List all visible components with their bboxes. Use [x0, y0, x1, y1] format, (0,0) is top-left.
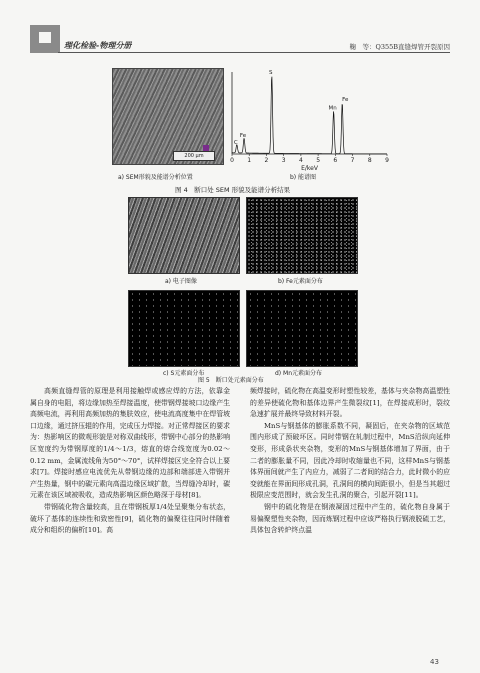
x-tick-label: 7 — [350, 157, 355, 164]
figure4-caption: 图 4 断口处 SEM 形貌及能谱分析结果 — [175, 186, 291, 194]
x-tick-label: 8 — [367, 157, 372, 164]
x-tick-label: 0 — [230, 157, 234, 164]
body-right-column — [250, 386, 450, 537]
body-paragraph: 钢中的硫化物是在钢液凝固过程中产生的，硫化物自身属于易偏聚塑性夹杂物，因而炼钢过程中应该严格执行钢液脱硫工艺，具体包含转炉终点温 — [250, 502, 450, 535]
fe-distribution-map — [246, 197, 358, 274]
header-rule — [58, 52, 450, 53]
peak-label: C — [233, 139, 238, 146]
body-left-column — [30, 386, 230, 537]
s-distribution-map — [128, 290, 240, 367]
scale-bar: 200 μm — [173, 151, 215, 161]
mn-distribution-map — [246, 290, 358, 367]
fig4-sublabel-b: b) 能谱图 — [290, 174, 317, 181]
x-axis-label: E/keV — [301, 165, 318, 171]
body-paragraph: 频焊接时，硫化物在高温变形时塑性较差，基体与夹杂物高温塑性的差异使硫化物和基体边界产生微裂纹[1]，在焊接成形时，裂纹急速扩展并最终导致材料开裂。 — [250, 387, 450, 419]
body-paragraph: 高频直缝焊管的原理是利用接触焊或感应焊的方法，依靠金属自身的电阻，将边缘加热至焊接温度，使带钢焊接坡口边缘产生高频电流，再利用高频加热的集肤效应，使电流高度集中在焊管坡口边缘，通过挤压辊的作用，完成压力焊接。对正常焊接区的要求为：热影响区的微观形貌是对称双曲线形，带钢中心部分的热影响区宽度约为带钢厚度的1/4～1/3，熔直的熔合线宽度为0.02～0.12 mm，金属流线角为50°～70°，试样焊接区完全符合以上要求[7]。焊接时感应电流优先从带钢边缘的边部和端部进入带钢并产生热量，钢中的碳元素向高温边缘区域扩散，当焊缝冷却时，碳元素在该区域被吸收，造成热影响区颜色略深于母材[8]。 — [30, 387, 230, 500]
spectrum-line — [232, 77, 387, 154]
body-paragraph: MnS与钢基体的膨胀系数不同，凝固后，在夹杂物的区域范围内形成了预破坏区。同时带钢在轧制过程中，MnS沿纵向延伸变形，形成条状夹杂物，变形的MnS与钢基体增加了界面，由于二者的膨胀量不同，因此冷却时收缩量也不同，这样MnS与钢基体界面间就产生了内应力，减弱了二者间的结合力，此时微小的应变就能在界面间形成孔洞，孔洞间的横向间距很小，但是当其超过极限应变范围时，就会发生孔洞的聚合，引起开裂[11]。 — [250, 421, 450, 500]
journal-name: 理化检验-物理分册 — [64, 41, 132, 50]
x-tick-label: 2 — [264, 157, 269, 164]
fig5-sublabel-d: d) Mn元素面分布 — [275, 370, 323, 377]
x-tick-label: 9 — [385, 157, 389, 164]
x-tick-label: 4 — [298, 157, 303, 164]
x-tick-label: 6 — [333, 157, 338, 164]
body-paragraph: 带钢硫化物含量较高，且在带钢板厚1/4处呈聚集分布状态，破坏了基体的连续性和致密性[9]，硫化物的偏聚往往同时伴随着成分和组织的偏析[10]。高 — [30, 502, 230, 535]
figure5-caption: 图 5 断口处元素面分布 — [198, 377, 264, 384]
peak-label: Fe — [342, 97, 349, 104]
electron-image-map — [128, 197, 240, 274]
peak-label: Fe — [239, 133, 247, 140]
x-tick-label: 1 — [247, 157, 252, 164]
sem-micrograph — [112, 68, 224, 165]
journal-logo — [30, 25, 60, 53]
page-header — [0, 0, 480, 62]
eds-spectrum-chart — [222, 66, 392, 171]
fig5-sublabel-a: a) 电子图像 — [165, 278, 197, 285]
peak-label: S — [269, 70, 273, 77]
peak-label: Mn — [328, 105, 337, 112]
fig5-sublabel-c: c) S元素面分布 — [163, 370, 205, 377]
x-tick-label: 3 — [281, 157, 286, 164]
fig4-sublabel-a: a) SEM形貌及能谱分析位置 — [118, 174, 193, 181]
running-head: 鞠 等：Q355B直缝焊管开裂原因 — [349, 43, 450, 51]
fig5-sublabel-b: b) Fe元素面分布 — [278, 278, 323, 285]
page-number: 43 — [430, 658, 439, 666]
x-tick-label: 5 — [316, 157, 321, 164]
